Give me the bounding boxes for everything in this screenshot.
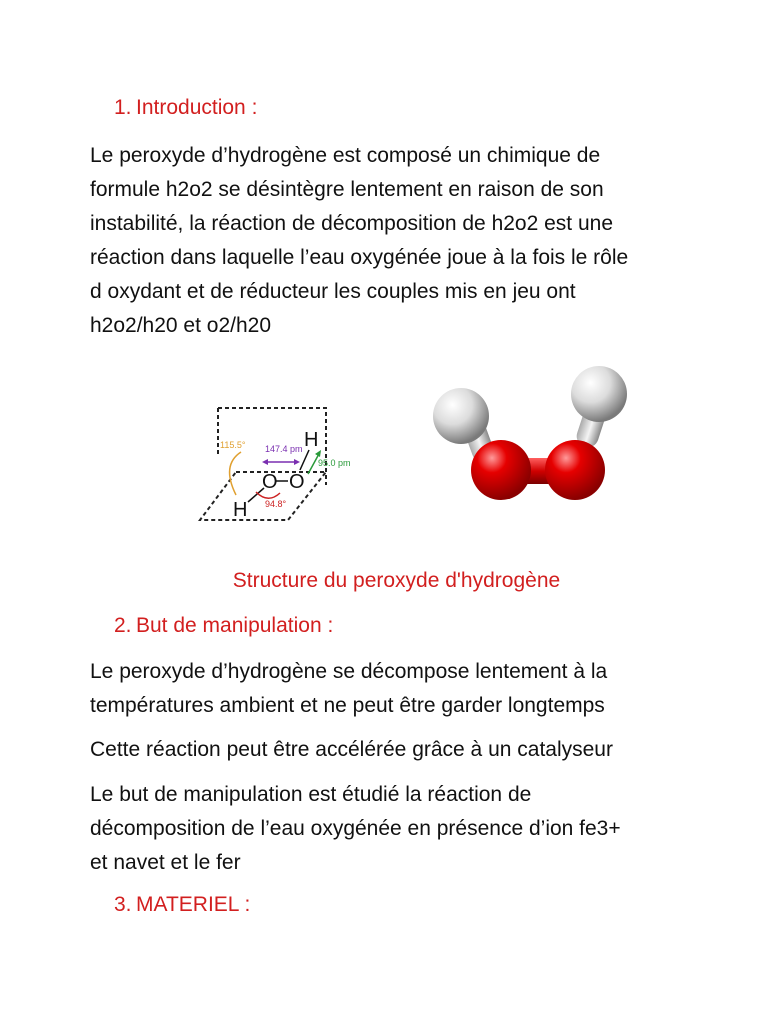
text-line: Cette réaction peut être accélérée grâce à un catalyseur — [90, 738, 613, 761]
atom-h-top: H — [304, 429, 319, 451]
intro-paragraph — [90, 139, 690, 343]
text-line: Le peroxyde d’hydrogène se décompose lentement à la — [90, 660, 608, 683]
section-title: MATERIEL : — [136, 893, 251, 916]
h2o2-structure-diagram — [196, 400, 366, 528]
bond-label-oh: 95.0 pm — [318, 458, 351, 468]
section-heading-materiel — [114, 893, 250, 917]
section-number: 2. — [114, 614, 132, 637]
figure-caption: Structure du peroxyde d'hydrogène — [232, 569, 561, 592]
text-line: Le peroxyde d’hydrogène est composé un chimique de — [90, 144, 601, 167]
section-heading-but — [114, 614, 333, 638]
angle-label-top: 115.5° — [220, 440, 246, 450]
text-line: réaction dans laquelle l’eau oxygénée joue à la fois le rôle — [90, 246, 629, 269]
manip-paragraph-2 — [90, 733, 690, 767]
text-line: instabilité, la réaction de décomposition de h2o2 est une — [90, 212, 614, 235]
text-line: décomposition de l’eau oxygénée en présence d’ion fe3+ — [90, 817, 621, 840]
bond-label-oo: 147.4 pm — [265, 444, 303, 454]
text-line: et navet et le fer — [90, 851, 241, 874]
text-line: d oxydant et de réducteur les couples mis en jeu ont — [90, 280, 576, 303]
section-heading-introduction — [114, 96, 257, 120]
text-line: formule h2o2 se désintègre lentement en raison de son — [90, 178, 604, 201]
section-number: 3. — [114, 893, 132, 916]
bond-line — [248, 488, 264, 502]
arrowhead — [294, 459, 300, 465]
atom-o-left: O — [262, 471, 278, 493]
manip-paragraph-1 — [90, 655, 690, 723]
text-line: températures ambient et ne peut être garder longtemps — [90, 694, 605, 717]
atom-o-right: O — [289, 471, 305, 493]
manip-paragraph-3 — [90, 778, 690, 880]
arrowhead — [262, 459, 268, 465]
oxygen-atom-right — [545, 440, 605, 500]
oxygen-atom-left — [471, 440, 531, 500]
text-line: Le but de manipulation est étudié la réaction de — [90, 783, 532, 806]
h2o2-ball-stick-model — [425, 358, 635, 518]
angle-label-bottom: 94.8° — [265, 499, 287, 509]
hydrogen-atom-right — [571, 366, 627, 422]
section-title: Introduction : — [136, 96, 258, 119]
section-number: 1. — [114, 96, 132, 119]
hydrogen-atom-left — [433, 388, 489, 444]
section-title: But de manipulation : — [136, 614, 334, 637]
text-line: h2o2/h20 et o2/h20 — [90, 314, 272, 337]
atom-h-bottom: H — [233, 499, 248, 521]
